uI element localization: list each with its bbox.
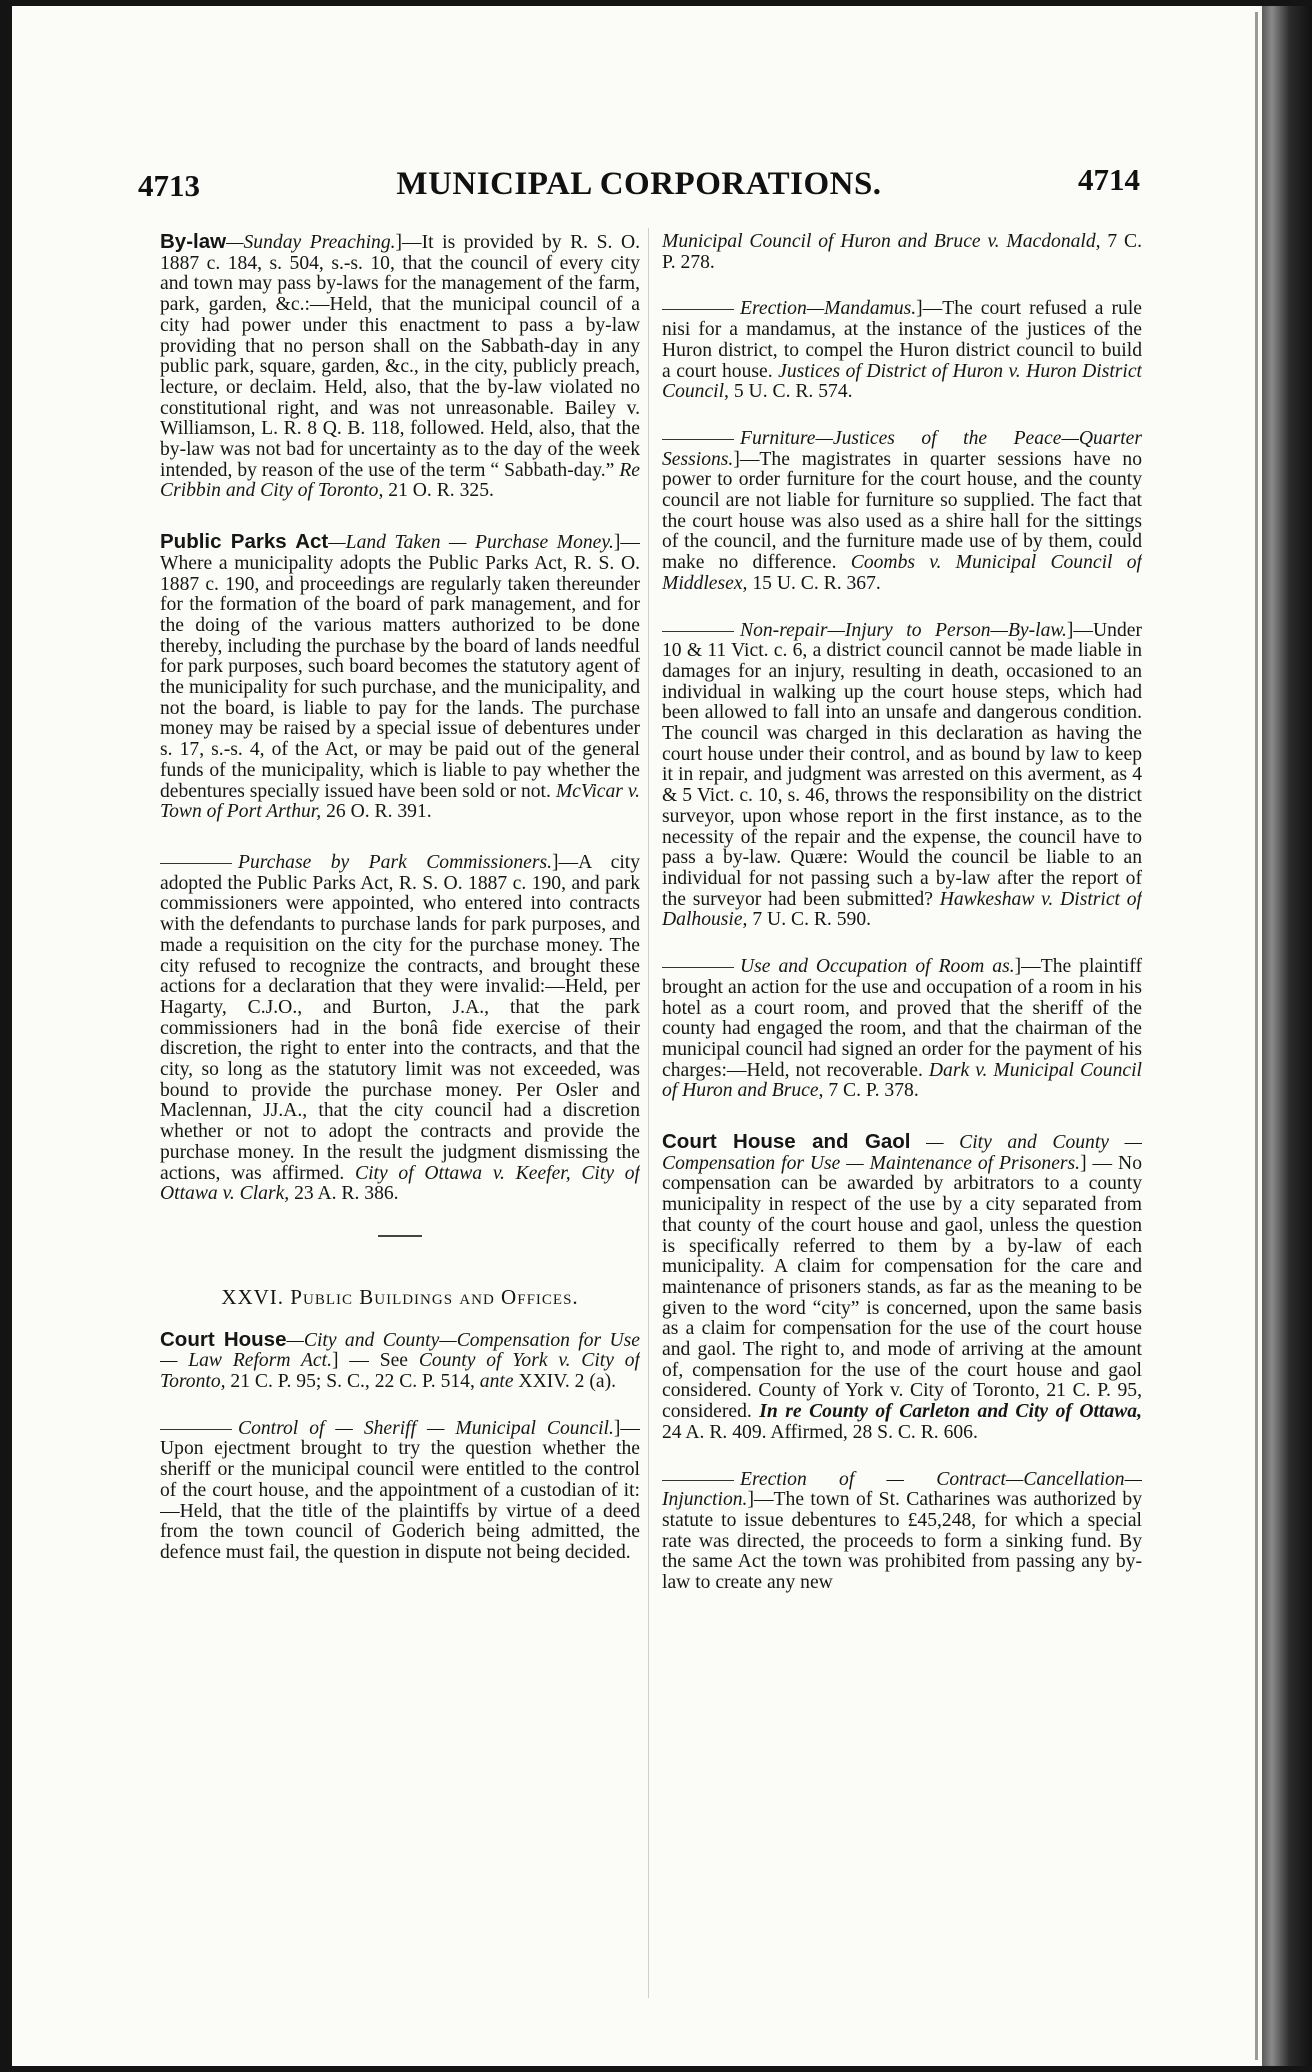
book-binding-edge	[1262, 6, 1312, 2066]
right-page-number: 4714	[1078, 162, 1140, 197]
case-name: Justices of District of Huron v. Huron District Council,	[662, 360, 1142, 403]
column-divider	[648, 228, 649, 1998]
entry-erection	[662, 299, 1142, 403]
entry-heading: By-law	[160, 232, 227, 253]
entry-erection-of	[662, 1470, 1142, 1594]
case-name: City of Ottawa v. Keefer, City of Ottawa v. Clark,	[160, 1162, 640, 1205]
case-name: Hawkeshaw v. District of Dalhousie,	[662, 888, 1142, 931]
entry-furniture	[662, 429, 1142, 595]
citation: 24 A. R. 409. Affirmed, 28 S. C. R. 606.	[662, 1421, 978, 1443]
left-page-number: 4713	[138, 168, 200, 203]
citation: 23 A. R. 386.	[289, 1183, 399, 1205]
citation: 7 C. P. 378.	[823, 1080, 919, 1102]
entry-public-parks	[160, 532, 640, 823]
left-column	[160, 232, 640, 2002]
entry-bylaw	[160, 232, 640, 502]
section-title: XXVI. Public Buildings and Offices.	[221, 1284, 579, 1309]
running-title: MUNICIPAL CORPORATIONS.	[396, 166, 882, 202]
entry-subhead: —City and County—Compensation for Use — Law Reform Act.	[160, 1329, 640, 1372]
citation: 21 C. P. 95; S. C., 22 C. P. 514,	[225, 1371, 480, 1393]
entry-subhead: Purchase by Park Commissioners.	[238, 851, 552, 873]
page-edge-line	[1255, 12, 1258, 2060]
entry-subhead: —Sunday Preaching.	[226, 232, 396, 253]
citation: 21 O. R. 325.	[383, 480, 494, 502]
entry-subhead: — City and County — Compensation for Use — Maintenance of Prisoners.	[662, 1132, 1142, 1174]
entry-subhead: Control of — Sheriff — Municipal Council.	[238, 1417, 614, 1439]
entry-subhead: Non-repair—Injury to Person—By-law.	[740, 619, 1067, 641]
entry-subhead: —Land Taken — Purchase Money.	[328, 532, 614, 554]
citation: 7 U. C. R. 590.	[747, 909, 872, 931]
entry-text: ] — See	[331, 1350, 419, 1372]
entry-control	[160, 1419, 640, 1564]
ditto-dash	[662, 1480, 734, 1481]
entry-continuation	[662, 232, 1142, 273]
entry-court-house-gaol	[662, 1132, 1142, 1444]
entry-subhead: Use and Occupation of Room as.	[740, 956, 1015, 978]
entry-heading: Court House and Gaol	[662, 1130, 911, 1154]
entry-court-house	[160, 1327, 640, 1393]
ditto-dash	[160, 1429, 232, 1430]
entry-text: ]—Under 10 & 11 Vict. c. 6, a district council cannot be made liable in damages for an injury, resulting in death, occasioned to an individual in walking up the court house steps, which had been allowed to fall into an unsafe and dangerous condition. The council was charged in this declaration as having the court house under their control, and as bound by law to keep it in repair, and judgment was arrested on this averment, as 4 & 5 Vict. c. 10, s. 46, throws the responsibility on the district surveyor, upon whose report in the first instance, as to the necessity of the repair and the expense, the council have to pass a by-law. Quære: Would the council be liable to an individual for not passing such a by-law after the report of the surveyor had been submitted?	[662, 619, 1142, 910]
citation: 26 O. R. 391.	[321, 801, 432, 823]
ditto-dash	[160, 863, 232, 864]
right-column	[662, 232, 1142, 2002]
entry-text: ]—The magistrates in quarter sessions have no power to order furniture for the court house, and the county council are not liable for furniture so supplied. The fact that the court house was also used as a shire hall for the sittings of the council, and the furniture made use of by them, could make no difference.	[662, 448, 1142, 574]
ditto-dash	[662, 631, 734, 632]
entry-subhead: Erection—Mandamus.	[740, 298, 917, 320]
entry-text: ]—Where a municipality adopts the Public Parks Act, R. S. O. 1887 c. 190, and proceedings are regularly taken thereunder for the formation of the board of park management, and for the doing of the various matters authorized to be done thereby, including the purchase by the board of lands needful for park purposes, such board becomes the statutory agent of the municipality for such purchase, and the municipality, and not the board, is liable to pay for the lands. The purchase money may be raised by a special issue of debentures under s. 17, s.-s. 4, of the Act, or may be paid out of the general funds of the municipality, which is liable to pay whether the debentures specially issued have been sold or not.	[160, 532, 640, 802]
case-name: Coombs v. Municipal Council of Middlesex,	[662, 552, 1142, 594]
entry-heading: Court House	[160, 1327, 287, 1351]
entry-purchase	[160, 853, 640, 1205]
entry-use-room	[662, 957, 1142, 1102]
citation: 7 C. P. 278.	[662, 232, 1142, 273]
citation: 5 U. C. R. 574.	[728, 381, 853, 403]
entry-text: ]—It is provided by R. S. O. 1887 c. 184, s. 504, s.-s. 10, that the council of every city and town may pass by-laws for the management of the farm, park, garden, &c.:—Held, that the municipal council of a city had power under this enactment to pass a by-law providing that no person shall on the Sabbath-day in any public park, square, garden, &c., in the city, publicly preach, lecture, or declaim. Held, also, that the by-law violated no constitutional right, and was not unreasonable. Bailey v. Williamson, L. R. 8 Q. B. 118, followed. Held, also, that the by-law was not bad for uncertainty as to the day of the week intended, by reason of the use of the term “ Sabbath-day.”	[160, 232, 640, 481]
entry-text: ]—A city adopted the Public Parks Act, R. S. O. 1887 c. 190, and park commissioners were appointed, who entered into contracts with the defendants to purchase lands for park purposes, and made a requisition on the city for the purchase money. The city refused to recognize the contracts, and brought these actions for a declaration that they were invalid:—Held, per Hagarty, C.J.O., and Burton, J.A., that the park commissioners had in the bonâ fide exercise of their discretion, the right to enter into the contracts, and that the city, so long as the statutory limit was not exceeded, was bound to provide the purchase money. Per Osler and Maclennan, JJ.A., that the city council had a discretion whether or not to adopt the contracts and provide the purchase money. In the result the judgment dismissing the actions, was affirmed.	[160, 851, 640, 1184]
entry-text: ]—The court refused a rule nisi for a mandamus, at the instance of the justices of the Huron district, to compel the Huron district council to build a court house.	[662, 298, 1142, 382]
case-name: County of York v. City of Toronto,	[160, 1350, 640, 1393]
section-rule	[378, 1235, 422, 1237]
ante-ref-label: ante	[479, 1371, 514, 1393]
case-name: Re Cribbin and City of Toronto,	[160, 459, 640, 502]
entry-text: ] — No compensation can be awarded by arbitrators to a county municipality in respect of the use by a city separated from that county of the court house and gaol, unless the question is specifically referred to them by a by-law of each municipality. A claim for compensation for the care and maintenance of prisoners stands, as far as the meaning to be given to the word “city” is concerned, upon the same basis as a claim for compensation for the use of the court house and gaol. The right to, and mode of arriving at the amount of, compensation for the use of the court house and gaol considered. County of York v. City of Toronto, 21 C. P. 95, considered.	[662, 1152, 1142, 1423]
ditto-dash	[662, 967, 734, 968]
entry-text: ]—Upon ejectment brought to try the question whether the sheriff or the municipal council were entitled to the control of the court house, and the appointment of a custodian of it:—Held, that the title of the plaintiffs by virtue of a deed from the town council of Goderich being admitted, the defence must fail, the question in dispute not being decided.	[160, 1417, 640, 1563]
case-name: In re County of Carleton and City of Ottawa,	[759, 1401, 1142, 1423]
entry-subhead: Erection of — Contract—Cancellation—Injunction.	[662, 1468, 1142, 1511]
case-name: Municipal Council of Huron and Bruce v. Macdonald,	[662, 232, 1101, 252]
ditto-dash	[662, 439, 734, 440]
ditto-dash	[662, 309, 734, 310]
entry-heading: Public Parks Act	[160, 530, 329, 554]
case-name: McVicar v. Town of Port Arthur,	[160, 780, 640, 823]
citation: 15 U. C. R. 367.	[747, 572, 881, 594]
entry-text: ]—The town of St. Catharines was authorized by statute to issue debentures to £45,248, for which a special rate was directed, the proceeds to form a sinking fund. By the same Act the town was prohibited from passing any by-law to create any new	[662, 1489, 1142, 1594]
entry-text: ]—The plaintiff brought an action for the use and occupation of a room in his hotel as a court room, and proved that the sheriff of the county had engaged the room, and that the chairman of the municipal council had signed an order for the payment of his charges:—Held, not recoverable.	[662, 956, 1142, 1081]
page-header	[138, 162, 1140, 208]
entry-nonrepair	[662, 621, 1142, 932]
case-name: Dark v. Municipal Council of Huron and Bruce,	[662, 1059, 1142, 1102]
ante-ref: XXIV. 2 (a).	[513, 1371, 616, 1393]
entry-subhead: Furniture—Justices of the Peace—Quarter Sessions.	[662, 427, 1142, 470]
